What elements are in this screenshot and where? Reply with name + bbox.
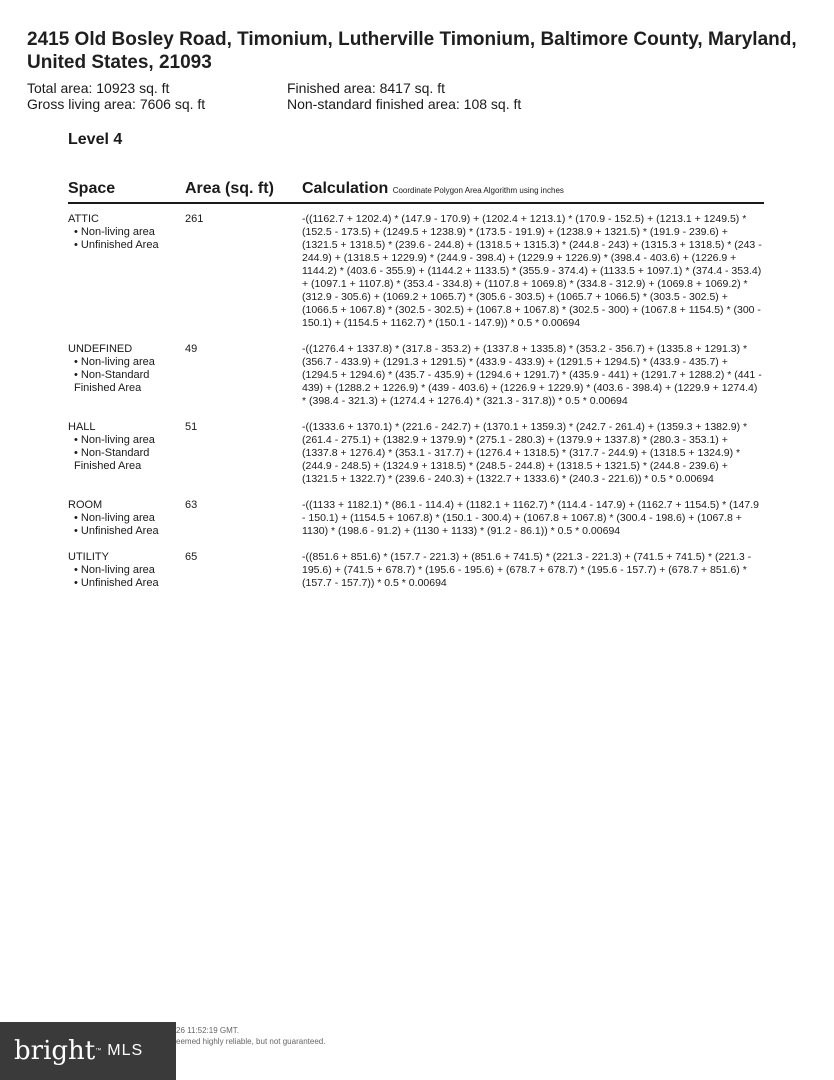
space-cell <box>68 551 178 590</box>
calculation-method-note: Coordinate Polygon Area Algorithm using inches <box>392 186 564 195</box>
space-table <box>68 213 764 603</box>
brightmls-logo <box>0 1022 176 1080</box>
space-tag: • Non-Standard <box>74 369 150 381</box>
column-header-calculation <box>302 180 564 198</box>
calculation-formula: -((851.6 + 851.6) * (157.7 - 221.3) + (851.6 + 741.5) * (221.3 - 221.3) + (741.5 + 741.5) * (221.3 - 195.6) + (741.5 + 678.7) * (195.6 - 195.6) + (678.7 + 678.7) * (195.6 - 157.7) + (678.7 + 851.6) * (157.7 - 157.7)) * 0.5 * 0.00694 <box>302 551 752 589</box>
space-name: UNDEFINED <box>68 343 133 355</box>
total-area: Total area: 10923 sq. ft <box>27 80 170 96</box>
footer-reliability-note: eemed highly reliable, but not guaranteed. <box>176 1037 326 1046</box>
area-value: 63 <box>185 499 198 511</box>
table-header <box>68 178 764 204</box>
calculation-formula: -((1276.4 + 1337.8) * (317.8 - 353.2) + (1337.8 + 1335.8) * (353.2 - 356.7) + (1335.8 + 1291.3) * (356.7 - 433.9) + (1291.3 + 1291.5) * (433.9 - 433.9) + (1291.5 + 1294.5) * (433.9 - 435.7) + (1294.5 + 1294.6) * (435.7 - 435.9) + (1294.6 + 1291.7) * (435.9 - 441) + (1291.7 + 1288.2) * (441 - 439) + (1288.2 + 1226.9) * (439 - 403.6) + (1226.9 + 1229.9) * (403.6 - 398.4) + (1229.9 + 1274.4) * (398.4 - 321.3) + (1274.4 + 1276.4) * (321.3 - 317.8)) * 0.5 * 0.00694 <box>302 343 762 407</box>
space-tag: • Unfinished Area <box>74 577 159 589</box>
space-cell <box>68 213 178 252</box>
table-row-room <box>68 499 764 538</box>
calculation-label: Calculation <box>302 180 389 197</box>
footer-disclaimer <box>176 1025 325 1047</box>
space-cell <box>68 343 178 395</box>
space-name: HALL <box>68 421 96 433</box>
level-heading: Level 4 <box>68 131 123 148</box>
space-tag: • Unfinished Area <box>74 525 159 537</box>
gross-living-area: Gross living area: 7606 sq. ft <box>27 96 206 112</box>
space-tag: • Non-living area <box>74 434 155 446</box>
table-row-utility <box>68 551 764 590</box>
trademark-mark: ™ <box>95 1048 102 1054</box>
area-value: 65 <box>185 551 198 563</box>
column-header-space: Space <box>68 180 116 197</box>
space-cell <box>68 421 178 473</box>
space-tag: Finished Area <box>74 460 142 472</box>
property-address: 2415 Old Bosley Road, Timonium, Lutherville Timonium, Baltimore County, Maryland, United States, 21093 <box>27 29 797 73</box>
logo-wordmark: bright <box>14 1036 96 1066</box>
space-tag: • Unfinished Area <box>74 239 159 251</box>
area-value: 49 <box>185 343 198 355</box>
space-cell <box>68 499 178 538</box>
column-header-area: Area (sq. ft) <box>185 180 274 197</box>
table-row-attic <box>68 213 764 330</box>
space-tag: • Non-living area <box>74 512 155 524</box>
area-summary <box>27 80 587 112</box>
space-name: ATTIC <box>68 213 99 225</box>
area-value: 51 <box>185 421 198 433</box>
calculation-formula: -((1162.7 + 1202.4) * (147.9 - 170.9) + (1202.4 + 1213.1) * (170.9 - 152.5) + (1213.1 + 1249.5) * (152.5 - 173.5) + (1249.5 + 1238.9) * (173.5 - 191.9) + (1238.9 + 1321.5) * (191.9 - 239.6) + (1321.5 + 1318.5) * (239.6 - 244.8) + (1318.5 + 1315.3) * (244.8 - 243) + (1315.3 + 1318.5) * (243 - 244.9) + (1318.5 + 1229.9) * (244.9 - 398.4) + (1229.9 + 1226.9) * (398.4 - 403.6) + (1226.9 + 1144.2) * (403.6 - 355.9) + (1144.2 + 1133.5) * (355.9 - 374.4) + (1133.5 + 1097.1) * (374.4 - 353.4) + (1097.1 + 1107.8) * (353.4 - 334.8) + (1107.8 + 1069.8) * (334.8 - 312.9) + (1069.8 + 1069.2) * (312.9 - 305.6) + (1069.2 + 1065.7) * (305.6 - 303.5) + (1065.7 + 1066.5) * (303.5 - 302.5) + (1066.5 + 1067.8) * (302.5 - 302.5) + (1067.8 + 1067.8) * (302.5 - 300) + (1067.8 + 1154.5) * (300 - 150.1) + (1154.5 + 1162.7) * (150.1 - 147.9)) * 0.5 * 0.00694 <box>302 213 762 329</box>
calculation-formula: -((1133 + 1182.1) * (86.1 - 114.4) + (1182.1 + 1162.7) * (114.4 - 147.9) + (1162.7 + 1154.5) * (147.9 - 150.1) + (1154.5 + 1067.8) * (150.1 - 300.4) + (1067.8 + 1067.8) * (300.4 - 198.6) + (1067.8 + 1130) * (198.6 - 91.2) + (1130 + 1133) * (91.2 - 86.1)) * 0.5 * 0.00694 <box>302 499 759 537</box>
footer-timestamp: 26 11:52:19 GMT. <box>176 1026 239 1035</box>
table-row-hall <box>68 421 764 486</box>
space-tag: • Non-living area <box>74 226 155 238</box>
area-value: 261 <box>185 213 204 225</box>
space-name: UTILITY <box>68 551 109 563</box>
non-standard-area: Non-standard finished area: 108 sq. ft <box>287 96 522 112</box>
space-tag: • Non-Standard <box>74 447 150 459</box>
space-tag: Finished Area <box>74 382 142 394</box>
finished-area: Finished area: 8417 sq. ft <box>287 80 445 96</box>
table-row-undefined <box>68 343 764 408</box>
space-name: ROOM <box>68 499 103 511</box>
calculation-formula: -((1333.6 + 1370.1) * (221.6 - 242.7) + (1370.1 + 1359.3) * (242.7 - 261.4) + (1359.3 + 1382.9) * (261.4 - 275.1) + (1382.9 + 1379.9) * (275.1 - 280.3) + (1379.9 + 1337.8) * (280.3 - 353.1) + (1337.8 + 1276.4) * (353.1 - 317.7) + (1276.4 + 1318.5) * (317.7 - 244.9) + (1318.5 + 1324.9) * (244.9 - 248.5) + (1324.9 + 1318.5) * (248.5 - 244.8) + (1318.5 + 1321.5) * (244.8 - 239.6) + (1321.5 + 1322.7) * (239.6 - 240.3) + (1322.7 + 1333.6) * (240.3 - 221.6)) * 0.5 * 0.00694 <box>302 421 748 485</box>
logo-mls-text: MLS <box>107 1042 144 1059</box>
space-tag: • Non-living area <box>74 356 155 368</box>
space-tag: • Non-living area <box>74 564 155 576</box>
